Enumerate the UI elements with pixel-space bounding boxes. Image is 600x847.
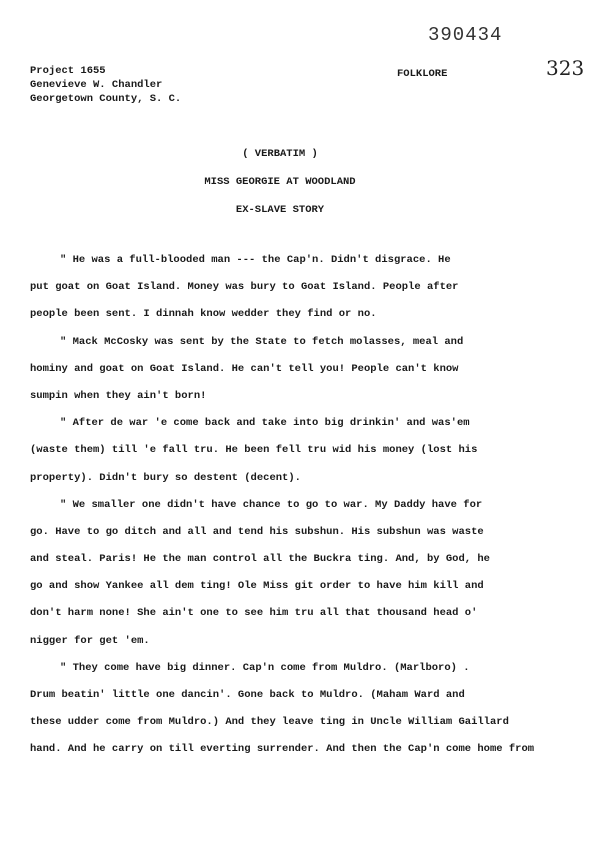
category-label: FOLKLORE [397,68,448,80]
header-project: Project 1655 [30,65,106,77]
text-line: " After de war 'e come back and take into big drinkin' and was'em [60,417,470,430]
text-line: " Mack McCosky was sent by the State to fetch molasses, meal and [60,335,464,348]
text-line: (waste them) till 'e fall tru. He been fell tru wid his money (lost his [30,444,478,457]
title-sub: EX-SLAVE STORY [235,204,325,216]
text-line: nigger for get 'em. [30,634,150,647]
header-block [30,64,181,106]
header-author: Genevieve W. Chandler [30,79,163,91]
header-location: Georgetown County, S. C. [30,93,182,105]
text-line: put goat on Goat Island. Money was bury to Goat Island. People after [30,281,459,294]
title-main: MISS GEORGIE AT WOODLAND [204,176,356,188]
text-line: hand. And he carry on till everting surrender. And then the Cap'n come home from [30,743,535,756]
text-line: people been sent. I dinnah know wedder they find or no. [30,308,377,321]
text-line: " We smaller one didn't have chance to go to war. My Daddy have for [60,498,483,511]
text-line: these udder come from Muldro.) And they leave ting in Uncle William Gaillard [30,716,509,729]
text-line: go. Have to go ditch and all and tend his subshun. His subshun was waste [30,525,484,538]
text-line: Drum beatin' little one dancin'. Gone back to Muldro. (Maham Ward and [30,689,465,701]
stamp-number: 390434 [428,24,503,46]
title-verbatim: ( VERBATIM ) [242,148,318,160]
text-line: go and show Yankee all dem ting! Ole Miss git order to have him kill and [30,580,484,593]
text-line: " They come have big dinner. Cap'n come from Muldro. (Marlboro) . [60,661,470,674]
text-line: " He was a full-blooded man --- the Cap'n. Didn't disgrace. He [60,254,451,266]
text-line: and steal. Paris! He the man control all the Buckra ting. And, by God, he [30,553,490,566]
text-line: don't harm none! She ain't one to see him tru all that thousand head o' [30,607,478,620]
story-body [30,254,550,771]
text-line: hominy and goat on Goat Island. He can't tell you! People can't know [30,362,459,375]
text-line: property). Didn't bury so destent (decent). [30,471,301,484]
page-number: 323 [546,56,585,80]
text-line: sumpin when they ain't born! [30,389,207,402]
